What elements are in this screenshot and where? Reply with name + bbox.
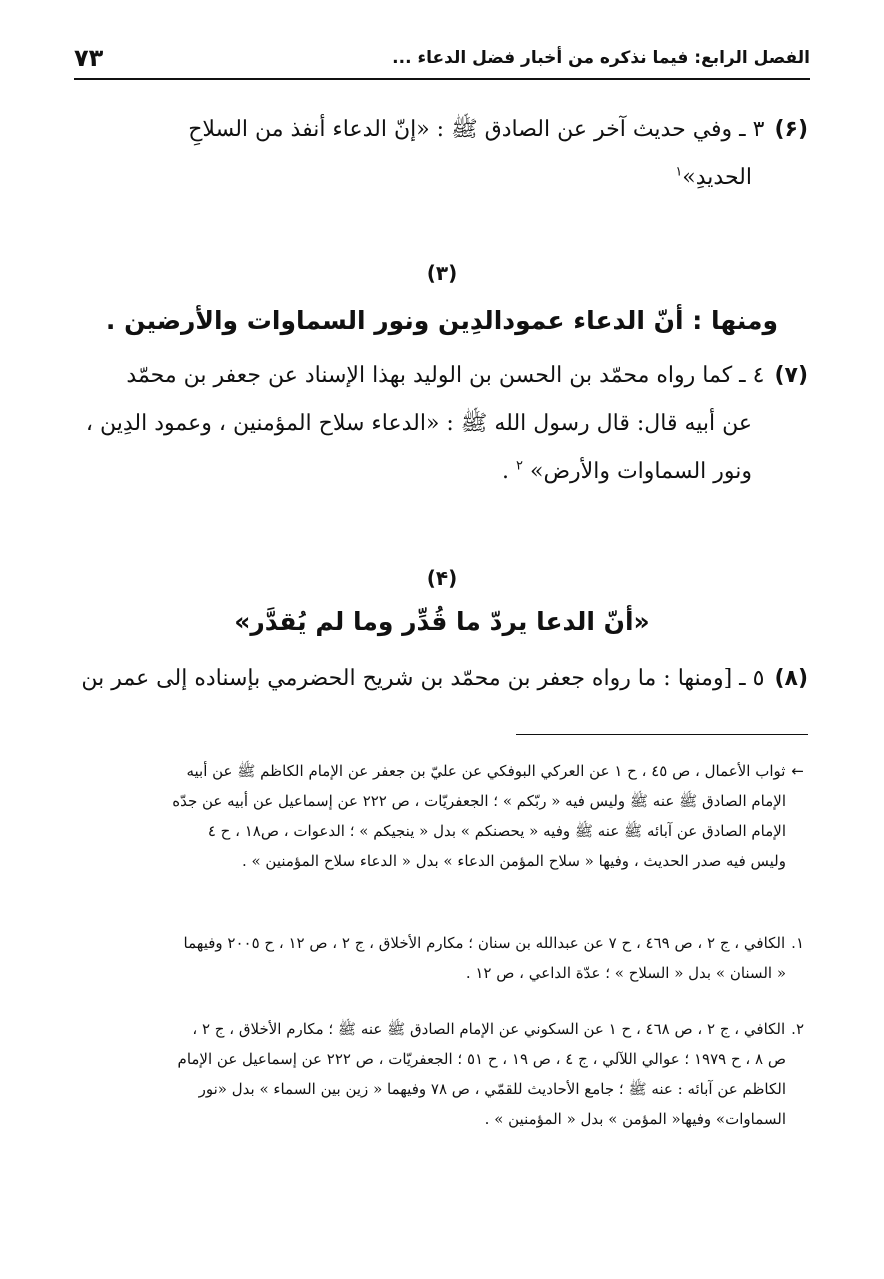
footnote-line: الكاظم عن آبائه : عنه ﷺ ؛ جامع الأحاديث للقمّي ، ص ٧٨ وفيهما « زين بين السماء » بدل «نور	[198, 1080, 786, 1098]
hadith-paragraph-6	[76, 106, 808, 202]
footnote-1	[76, 928, 804, 988]
footnote-2	[76, 1014, 804, 1134]
footnote-line: الكافي ، ج ٢ ، ص ٤٦٩ ، ح ٧ عن عبدالله بن سنان ؛ مكارم الأخلاق ، ج ٢ ، ص ١٢ ، ح ٢٠٠٥ وفيهما	[183, 934, 786, 952]
hadith-number: (٧)	[774, 363, 808, 388]
footnote-line: وليس فيه صدر الحديث ، وفيها « سلاح المؤمن الدعاء » بدل « الدعاء سلاح المؤمنين » .	[241, 852, 786, 870]
section-number: (٣)	[426, 261, 458, 285]
footnote-line: ص ٨ ، ح ١٩٧٩ ؛ عوالي اللآلي ، ج ٤ ، ص ١٩ ، ح ٥١ ؛ الجعفريّات ، ص ٢٢٢ عن إسماعيل عن الإمام	[177, 1050, 786, 1068]
hadith-text: ٣ ـ وفي حديث آخر عن الصادق ﷺ : «إنّ الدعاء أنفذ من السلاحِ	[188, 117, 765, 142]
continuation-arrow-icon: ←	[791, 762, 804, 780]
running-header	[74, 38, 810, 80]
section-number: (۴)	[426, 566, 458, 590]
hadith-text: ٤ ـ كما رواه محمّد بن الحسن بن الوليد بهذا الإسناد عن جعفر بن محمّد	[126, 363, 765, 388]
hadith-period: .	[502, 459, 510, 484]
footnote-continued	[76, 756, 804, 876]
section-title: «أنّ الدعا يردّ ما قُدِّر وما لم يُقدَّر»	[234, 607, 650, 636]
hadith-text-end: ونور السماوات والأرض»	[530, 459, 752, 484]
footnote-separator	[516, 734, 808, 735]
hadith-text-line-3	[76, 448, 808, 496]
hadith-number: (٨)	[774, 666, 808, 691]
footnote-line: الكافي ، ج ٢ ، ص ٤٦٨ ، ح ١ عن السكوني عن الإمام الصادق ﷺ عنه ﷺ ؛ مكارم الأخلاق ، ج ٢ ،	[192, 1020, 786, 1038]
hadith-paragraph-7	[76, 352, 808, 496]
hadith-text: ٥ ـ [ومنها : ما رواه جعفر بن محمّد بن شريح الحضرمي بإسناده إلى عمر بن	[81, 666, 765, 691]
hadith-text-continued	[76, 154, 808, 202]
footnote-line: ثواب الأعمال ، ص ٤٥ ، ح ١ عن العركي البوفكي عن عليّ بن جعفر عن الإمام الكاظم ﷺ عن أبيه	[186, 762, 786, 780]
footnote-mark: ١.	[791, 934, 804, 952]
footnote-ref: ١	[675, 164, 683, 180]
section-title: ومنها : أنّ الدعاء عمودالدِين ونور السماوات والأرضين .	[105, 306, 779, 335]
footnote-line: الإمام الصادق ﷺ عنه ﷺ وليس فيه « ربّكم » ؛ الجعفريّات ، ص ٢٢٢ عن إسماعيل عن أبيه عن جدّه	[172, 792, 786, 810]
hadith-text-end: الحديدِ»	[682, 165, 752, 190]
hadith-paragraph-8	[76, 655, 808, 703]
footnote-line: « السنان » بدل « السلاح » ؛ عدّة الداعي ، ص ١٢ .	[465, 964, 786, 982]
footnote-ref: ٢	[516, 458, 523, 474]
chapter-title: الفصل الرابع: فيما نذكره من أخبار فضل الدعاء ...	[392, 48, 810, 68]
footnote-line: الإمام الصادق عن آبائه ﷺ عنه ﷺ وفيه « يحصنكم » بدل « ينجيكم » ؛ الدعوات ، ص١٨ ، ح ٤	[207, 822, 786, 840]
footnote-line: السماوات» وفيها« المؤمن » بدل « المؤمنين » .	[484, 1110, 786, 1128]
hadith-number: (۶)	[774, 117, 808, 142]
hadith-text-line-2: عن أبيه قال: قال رسول الله ﷺ : «الدعاء سلاح المؤمنين ، وعمود الدِين ،	[85, 411, 752, 436]
page-number: ٧٣	[74, 44, 104, 72]
footnote-mark: ٢.	[791, 1020, 804, 1038]
